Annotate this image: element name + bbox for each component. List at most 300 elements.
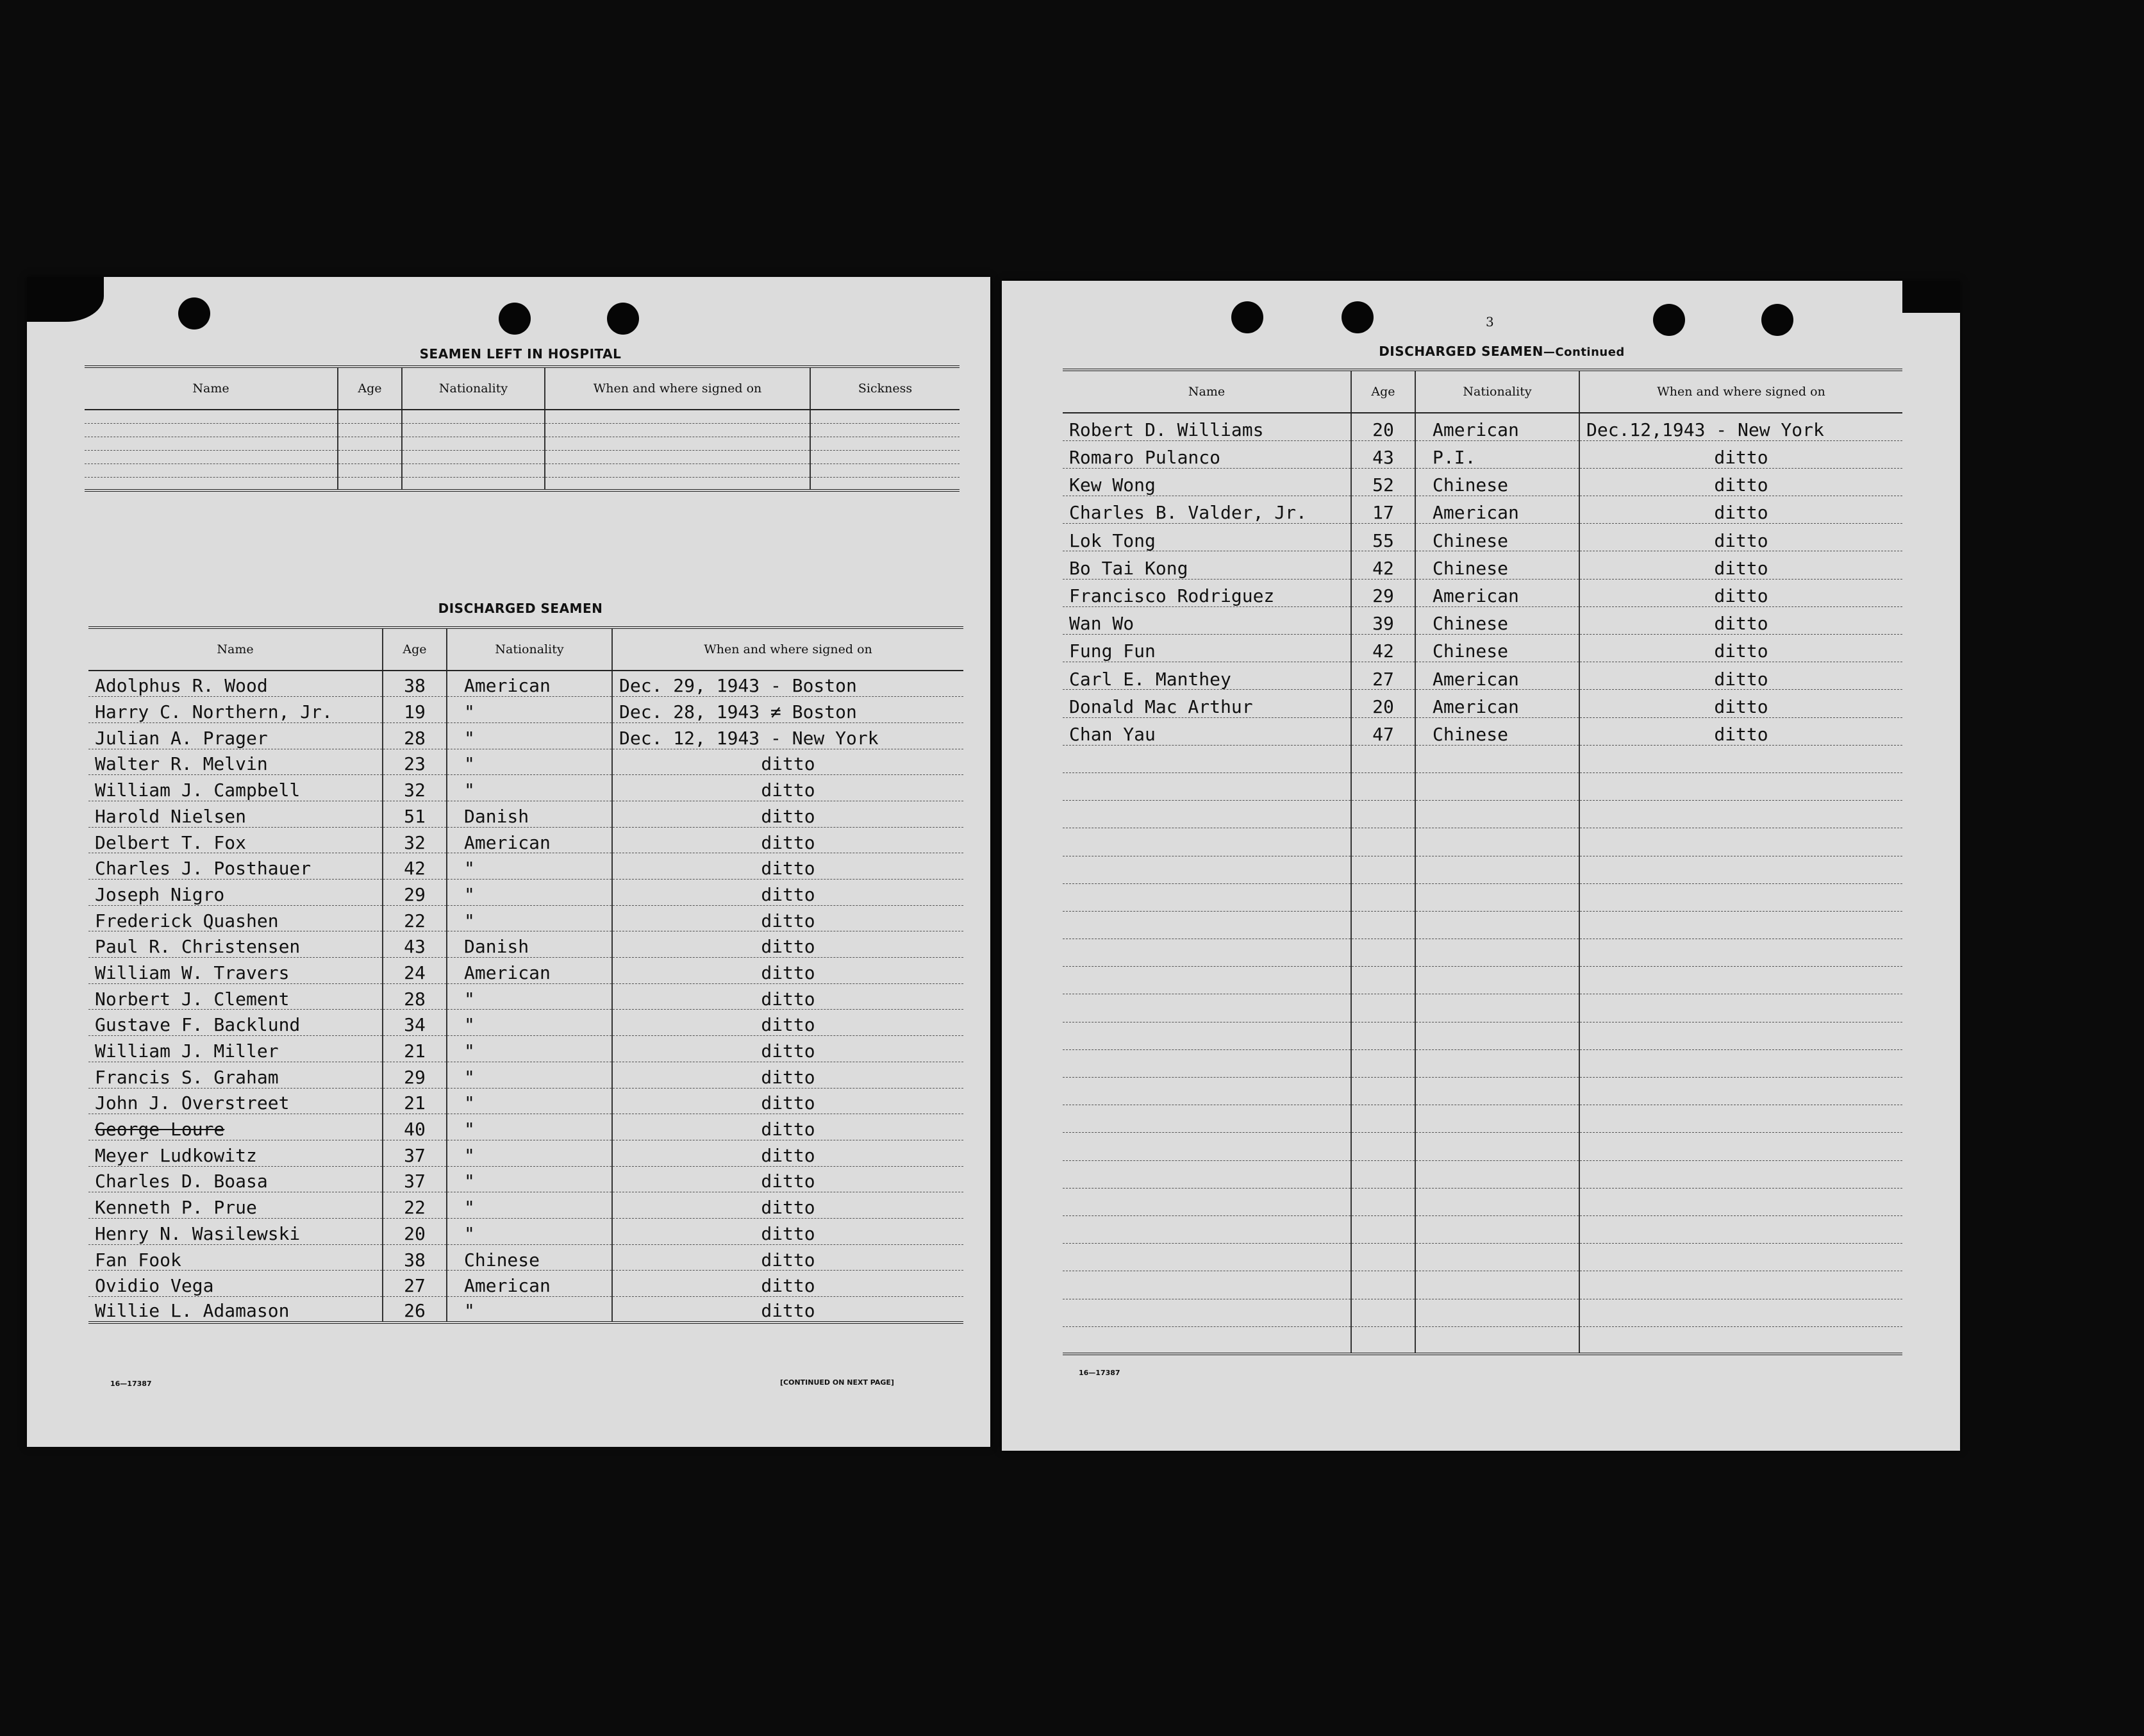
signed-on: ditto [612, 1166, 963, 1192]
empty-cell [1063, 828, 1351, 856]
empty-cell [1063, 1188, 1351, 1215]
empty-cell [1579, 1271, 1902, 1299]
blank-table-row [1063, 1244, 1902, 1271]
table-header-row [88, 628, 963, 671]
empty-cell [545, 410, 810, 423]
empty-cell [1351, 828, 1415, 856]
table-row [88, 958, 963, 984]
empty-cell [85, 437, 338, 450]
signed-on: ditto [1579, 717, 1902, 745]
empty-cell [402, 437, 545, 450]
empty-cell [810, 437, 960, 450]
seaman-name: Robert D. Williams [1063, 413, 1351, 440]
column-header-name: Name [1063, 370, 1351, 413]
seaman-nationality: " [447, 880, 612, 906]
binder-hole [1231, 301, 1263, 333]
blank-table-row [1063, 1326, 1902, 1354]
seaman-nationality: " [447, 722, 612, 749]
empty-cell [1579, 1299, 1902, 1326]
table-row [1063, 579, 1902, 606]
blank-table-row [85, 463, 960, 477]
binder-hole [1342, 301, 1374, 333]
column-header-signed-on: When and where signed on [612, 628, 963, 671]
title-main: DISCHARGED SEAMEN [1379, 344, 1543, 359]
blank-table-row [1063, 1215, 1902, 1243]
blank-table-row [1063, 745, 1902, 772]
table-row [88, 1192, 963, 1219]
seaman-age: 20 [383, 1218, 447, 1244]
signed-on: ditto [1579, 496, 1902, 524]
seaman-name: Lok Tong [1063, 524, 1351, 551]
signed-on: ditto [612, 880, 963, 906]
seaman-age: 21 [383, 1088, 447, 1114]
seaman-name: Kenneth P. Prue [88, 1192, 383, 1219]
seaman-age: 39 [1351, 606, 1415, 634]
hospital-table [85, 365, 960, 492]
hospital-section-title: SEAMEN LEFT IN HOSPITAL [419, 346, 622, 362]
table-row [88, 1010, 963, 1036]
empty-cell [1579, 911, 1902, 939]
seaman-name: Adolphus R. Wood [88, 671, 383, 697]
empty-cell [402, 450, 545, 463]
empty-cell [1415, 1133, 1579, 1160]
seaman-nationality: Chinese [447, 1244, 612, 1271]
table-row [88, 1297, 963, 1323]
seaman-name: William W. Travers [88, 958, 383, 984]
empty-cell [545, 450, 810, 463]
empty-cell [1351, 1271, 1415, 1299]
seaman-nationality: " [447, 905, 612, 931]
empty-cell [338, 477, 402, 490]
table-row [88, 1271, 963, 1297]
empty-cell [1579, 772, 1902, 800]
seaman-nationality: Chinese [1415, 524, 1579, 551]
signed-on: ditto [1579, 468, 1902, 496]
empty-cell [1351, 856, 1415, 883]
seaman-name: Fung Fun [1063, 635, 1351, 662]
blank-table-row [1063, 1078, 1902, 1105]
signed-on: ditto [612, 827, 963, 853]
table-row [88, 1166, 963, 1192]
blank-table-row [1063, 883, 1902, 911]
empty-cell [1415, 828, 1579, 856]
blank-table-row [85, 423, 960, 437]
blank-table-row [1063, 1133, 1902, 1160]
seaman-name: George Loure [88, 1114, 383, 1140]
seaman-age: 42 [1351, 635, 1415, 662]
empty-cell [338, 423, 402, 437]
empty-cell [402, 410, 545, 423]
empty-cell [1063, 1049, 1351, 1077]
seaman-name: Harry C. Northern, Jr. [88, 697, 383, 723]
empty-cell [402, 423, 545, 437]
table-row [88, 931, 963, 958]
empty-cell [1063, 772, 1351, 800]
seaman-name: William J. Campbell [88, 775, 383, 801]
blank-table-row [1063, 967, 1902, 994]
blank-table-row [1063, 1271, 1902, 1299]
seaman-age: 47 [1351, 717, 1415, 745]
table-row [1063, 606, 1902, 634]
seaman-nationality: " [447, 1140, 612, 1166]
empty-cell [402, 477, 545, 490]
seaman-age: 20 [1351, 413, 1415, 440]
page-number: 3 [1486, 314, 1494, 330]
seaman-nationality: American [447, 671, 612, 697]
signed-on: ditto [1579, 524, 1902, 551]
empty-cell [338, 463, 402, 477]
seaman-nationality: " [447, 1166, 612, 1192]
form-number: 16—17387 [1079, 1369, 1120, 1377]
empty-cell [810, 450, 960, 463]
blank-table-row [1063, 1299, 1902, 1326]
empty-cell [1351, 911, 1415, 939]
seaman-nationality: " [447, 1114, 612, 1140]
seaman-age: 23 [383, 749, 447, 775]
seaman-name: Delbert T. Fox [88, 827, 383, 853]
seaman-name: Donald Mac Arthur [1063, 690, 1351, 717]
empty-cell [1579, 1160, 1902, 1188]
empty-cell [1351, 1160, 1415, 1188]
signed-on: Dec. 12, 1943 - New York [612, 722, 963, 749]
empty-cell [1579, 1105, 1902, 1133]
table-row [1063, 635, 1902, 662]
seaman-age: 32 [383, 827, 447, 853]
seaman-name: Harold Nielsen [88, 801, 383, 827]
seaman-nationality: " [447, 1218, 612, 1244]
table-row [88, 1114, 963, 1140]
empty-cell [1415, 1326, 1579, 1354]
seaman-name: Willie L. Adamason [88, 1297, 383, 1323]
seaman-name: Meyer Ludkowitz [88, 1140, 383, 1166]
table-row [1063, 690, 1902, 717]
column-header-name: Name [85, 367, 338, 410]
seaman-nationality: American [447, 827, 612, 853]
empty-cell [1579, 1049, 1902, 1077]
seaman-nationality: American [1415, 662, 1579, 690]
empty-cell [1579, 1188, 1902, 1215]
table-row [88, 1140, 963, 1166]
seaman-name: Wan Wo [1063, 606, 1351, 634]
signed-on: ditto [1579, 635, 1902, 662]
seaman-nationality: " [447, 983, 612, 1010]
seaman-name: Joseph Nigro [88, 880, 383, 906]
seaman-age: 27 [383, 1271, 447, 1297]
empty-cell [1063, 911, 1351, 939]
empty-cell [1351, 939, 1415, 967]
empty-cell [1063, 745, 1351, 772]
empty-cell [545, 437, 810, 450]
seaman-nationality: " [447, 1010, 612, 1036]
empty-cell [85, 450, 338, 463]
seaman-nationality: " [447, 853, 612, 880]
seaman-name: Fan Fook [88, 1244, 383, 1271]
torn-corner [1902, 281, 1960, 313]
empty-cell [1415, 801, 1579, 828]
column-header-signed-on: When and where signed on [545, 367, 810, 410]
column-header-sickness: Sickness [810, 367, 960, 410]
empty-cell [1579, 1244, 1902, 1271]
seaman-age: 24 [383, 958, 447, 984]
seaman-age: 27 [1351, 662, 1415, 690]
empty-cell [1351, 1244, 1415, 1271]
seaman-name: Bo Tai Kong [1063, 551, 1351, 579]
binder-hole [607, 303, 639, 335]
seaman-age: 22 [383, 905, 447, 931]
empty-cell [1063, 1133, 1351, 1160]
empty-cell [338, 437, 402, 450]
empty-cell [1063, 1215, 1351, 1243]
empty-cell [1579, 828, 1902, 856]
discharged-continued-title [1066, 344, 1938, 359]
empty-cell [1063, 1105, 1351, 1133]
empty-cell [1415, 967, 1579, 994]
empty-cell [1063, 994, 1351, 1022]
seaman-nationality: American [1415, 496, 1579, 524]
seaman-nationality: Danish [447, 931, 612, 958]
blank-table-row [1063, 828, 1902, 856]
signed-on: ditto [1579, 440, 1902, 468]
table-row [88, 827, 963, 853]
signed-on: ditto [612, 1140, 963, 1166]
seaman-age: 19 [383, 697, 447, 723]
right-page [1002, 281, 1960, 1451]
empty-cell [1415, 1188, 1579, 1215]
column-header-nationality: Nationality [402, 367, 545, 410]
empty-cell [545, 477, 810, 490]
seaman-age: 32 [383, 775, 447, 801]
column-header-age: Age [383, 628, 447, 671]
empty-cell [1063, 801, 1351, 828]
empty-cell [85, 463, 338, 477]
empty-cell [1063, 1271, 1351, 1299]
title-suffix: —Continued [1543, 346, 1625, 359]
table-row [88, 749, 963, 775]
empty-cell [1415, 745, 1579, 772]
seaman-nationality: " [447, 697, 612, 723]
signed-on: ditto [612, 1297, 963, 1323]
seaman-age: 37 [383, 1140, 447, 1166]
empty-cell [1351, 1078, 1415, 1105]
empty-cell [1415, 1299, 1579, 1326]
empty-cell [85, 410, 338, 423]
blank-table-row [1063, 911, 1902, 939]
empty-cell [1415, 1271, 1579, 1299]
table-row [1063, 440, 1902, 468]
empty-cell [1351, 745, 1415, 772]
empty-cell [1415, 856, 1579, 883]
seaman-age: 55 [1351, 524, 1415, 551]
seaman-age: 43 [1351, 440, 1415, 468]
binder-hole [499, 303, 531, 335]
seaman-name: Charles D. Boasa [88, 1166, 383, 1192]
seaman-age: 51 [383, 801, 447, 827]
empty-cell [810, 410, 960, 423]
signed-on: ditto [612, 749, 963, 775]
empty-cell [402, 463, 545, 477]
signed-on: ditto [612, 801, 963, 827]
empty-cell [1579, 939, 1902, 967]
blank-table-row [1063, 856, 1902, 883]
seaman-name: Walter R. Melvin [88, 749, 383, 775]
seaman-name: Ovidio Vega [88, 1271, 383, 1297]
seaman-nationality: " [447, 1297, 612, 1323]
blank-table-row [1063, 1049, 1902, 1077]
seaman-nationality: Chinese [1415, 635, 1579, 662]
empty-cell [1415, 1022, 1579, 1049]
discharged-continued-table [1063, 369, 1902, 1355]
seaman-name: Frederick Quashen [88, 905, 383, 931]
empty-cell [85, 477, 338, 490]
blank-table-row [85, 437, 960, 450]
seaman-name: Gustave F. Backlund [88, 1010, 383, 1036]
empty-cell [1351, 1188, 1415, 1215]
binder-hole [178, 297, 210, 330]
empty-cell [1415, 1244, 1579, 1271]
empty-cell [1351, 1049, 1415, 1077]
empty-cell [1063, 883, 1351, 911]
blank-table-row [1063, 1160, 1902, 1188]
empty-cell [1415, 883, 1579, 911]
empty-cell [1351, 1105, 1415, 1133]
signed-on: ditto [612, 905, 963, 931]
seaman-name: Paul R. Christensen [88, 931, 383, 958]
seaman-age: 37 [383, 1166, 447, 1192]
seaman-age: 29 [1351, 579, 1415, 606]
empty-cell [1579, 801, 1902, 828]
table-row [1063, 551, 1902, 579]
empty-cell [85, 423, 338, 437]
signed-on: ditto [612, 958, 963, 984]
seaman-age: 42 [383, 853, 447, 880]
discharged-section-title: DISCHARGED SEAMEN [438, 601, 603, 616]
seaman-nationality: " [447, 1192, 612, 1219]
seaman-nationality: Chinese [1415, 551, 1579, 579]
seaman-age: 43 [383, 931, 447, 958]
table-row [88, 722, 963, 749]
empty-cell [1415, 1160, 1579, 1188]
empty-cell [1579, 994, 1902, 1022]
table-row [88, 1244, 963, 1271]
signed-on: ditto [1579, 579, 1902, 606]
empty-cell [1351, 883, 1415, 911]
empty-cell [1579, 967, 1902, 994]
seaman-nationality: Chinese [1415, 468, 1579, 496]
empty-cell [1063, 967, 1351, 994]
column-header-nationality: Nationality [1415, 370, 1579, 413]
signed-on: ditto [612, 1244, 963, 1271]
seaman-nationality: Chinese [1415, 717, 1579, 745]
empty-cell [1579, 1022, 1902, 1049]
empty-cell [1063, 1022, 1351, 1049]
signed-on: ditto [612, 983, 963, 1010]
signed-on: Dec.12,1943 - New York [1579, 413, 1902, 440]
column-header-age: Age [1351, 370, 1415, 413]
table-row [88, 880, 963, 906]
seaman-name: Norbert J. Clement [88, 983, 383, 1010]
seaman-age: 26 [383, 1297, 447, 1323]
empty-cell [1063, 1078, 1351, 1105]
empty-cell [1579, 883, 1902, 911]
table-row [88, 697, 963, 723]
empty-cell [1063, 1299, 1351, 1326]
seaman-name: Chan Yau [1063, 717, 1351, 745]
seaman-name: Charles J. Posthauer [88, 853, 383, 880]
seaman-name: Kew Wong [1063, 468, 1351, 496]
empty-cell [1415, 1105, 1579, 1133]
signed-on: ditto [612, 1062, 963, 1088]
table-row [1063, 468, 1902, 496]
seaman-age: 38 [383, 1244, 447, 1271]
seaman-age: 17 [1351, 496, 1415, 524]
table-row [88, 853, 963, 880]
seaman-age: 40 [383, 1114, 447, 1140]
table-header-row [85, 367, 960, 410]
column-header-name: Name [88, 628, 383, 671]
empty-cell [1351, 1299, 1415, 1326]
blank-table-row [1063, 1188, 1902, 1215]
blank-table-row [85, 450, 960, 463]
empty-cell [1415, 772, 1579, 800]
seaman-name: Francis S. Graham [88, 1062, 383, 1088]
seaman-age: 28 [383, 722, 447, 749]
signed-on: Dec. 28, 1943 ≠ Boston [612, 697, 963, 723]
seaman-nationality: " [447, 775, 612, 801]
table-row [88, 1062, 963, 1088]
table-row [88, 983, 963, 1010]
empty-cell [1415, 1215, 1579, 1243]
binder-hole [1761, 304, 1793, 336]
form-number: 16—17387 [110, 1380, 152, 1388]
empty-cell [1415, 1078, 1579, 1105]
empty-cell [1415, 911, 1579, 939]
blank-table-row [85, 410, 960, 423]
seaman-nationality: " [447, 1062, 612, 1088]
table-header-row [1063, 370, 1902, 413]
signed-on: ditto [612, 931, 963, 958]
seaman-name: Henry N. Wasilewski [88, 1218, 383, 1244]
blank-table-row [85, 477, 960, 490]
empty-cell [810, 477, 960, 490]
empty-cell [338, 450, 402, 463]
signed-on: ditto [612, 1114, 963, 1140]
blank-table-row [1063, 1022, 1902, 1049]
table-row [1063, 662, 1902, 690]
seaman-age: 28 [383, 983, 447, 1010]
binder-hole [1653, 304, 1685, 336]
signed-on: ditto [612, 1192, 963, 1219]
signed-on: ditto [1579, 606, 1902, 634]
empty-cell [1415, 939, 1579, 967]
table-row [88, 1036, 963, 1062]
seaman-name: John J. Overstreet [88, 1088, 383, 1114]
table-row [88, 671, 963, 697]
empty-cell [1063, 856, 1351, 883]
seaman-age: 29 [383, 880, 447, 906]
seaman-nationality: American [1415, 579, 1579, 606]
table-row [88, 1088, 963, 1114]
empty-cell [1579, 1215, 1902, 1243]
column-header-nationality: Nationality [447, 628, 612, 671]
empty-cell [1579, 1326, 1902, 1354]
signed-on: ditto [612, 775, 963, 801]
empty-cell [810, 463, 960, 477]
table-row [1063, 413, 1902, 440]
blank-table-row [1063, 772, 1902, 800]
empty-cell [338, 410, 402, 423]
empty-cell [1063, 1160, 1351, 1188]
seaman-name: Francisco Rodriguez [1063, 579, 1351, 606]
